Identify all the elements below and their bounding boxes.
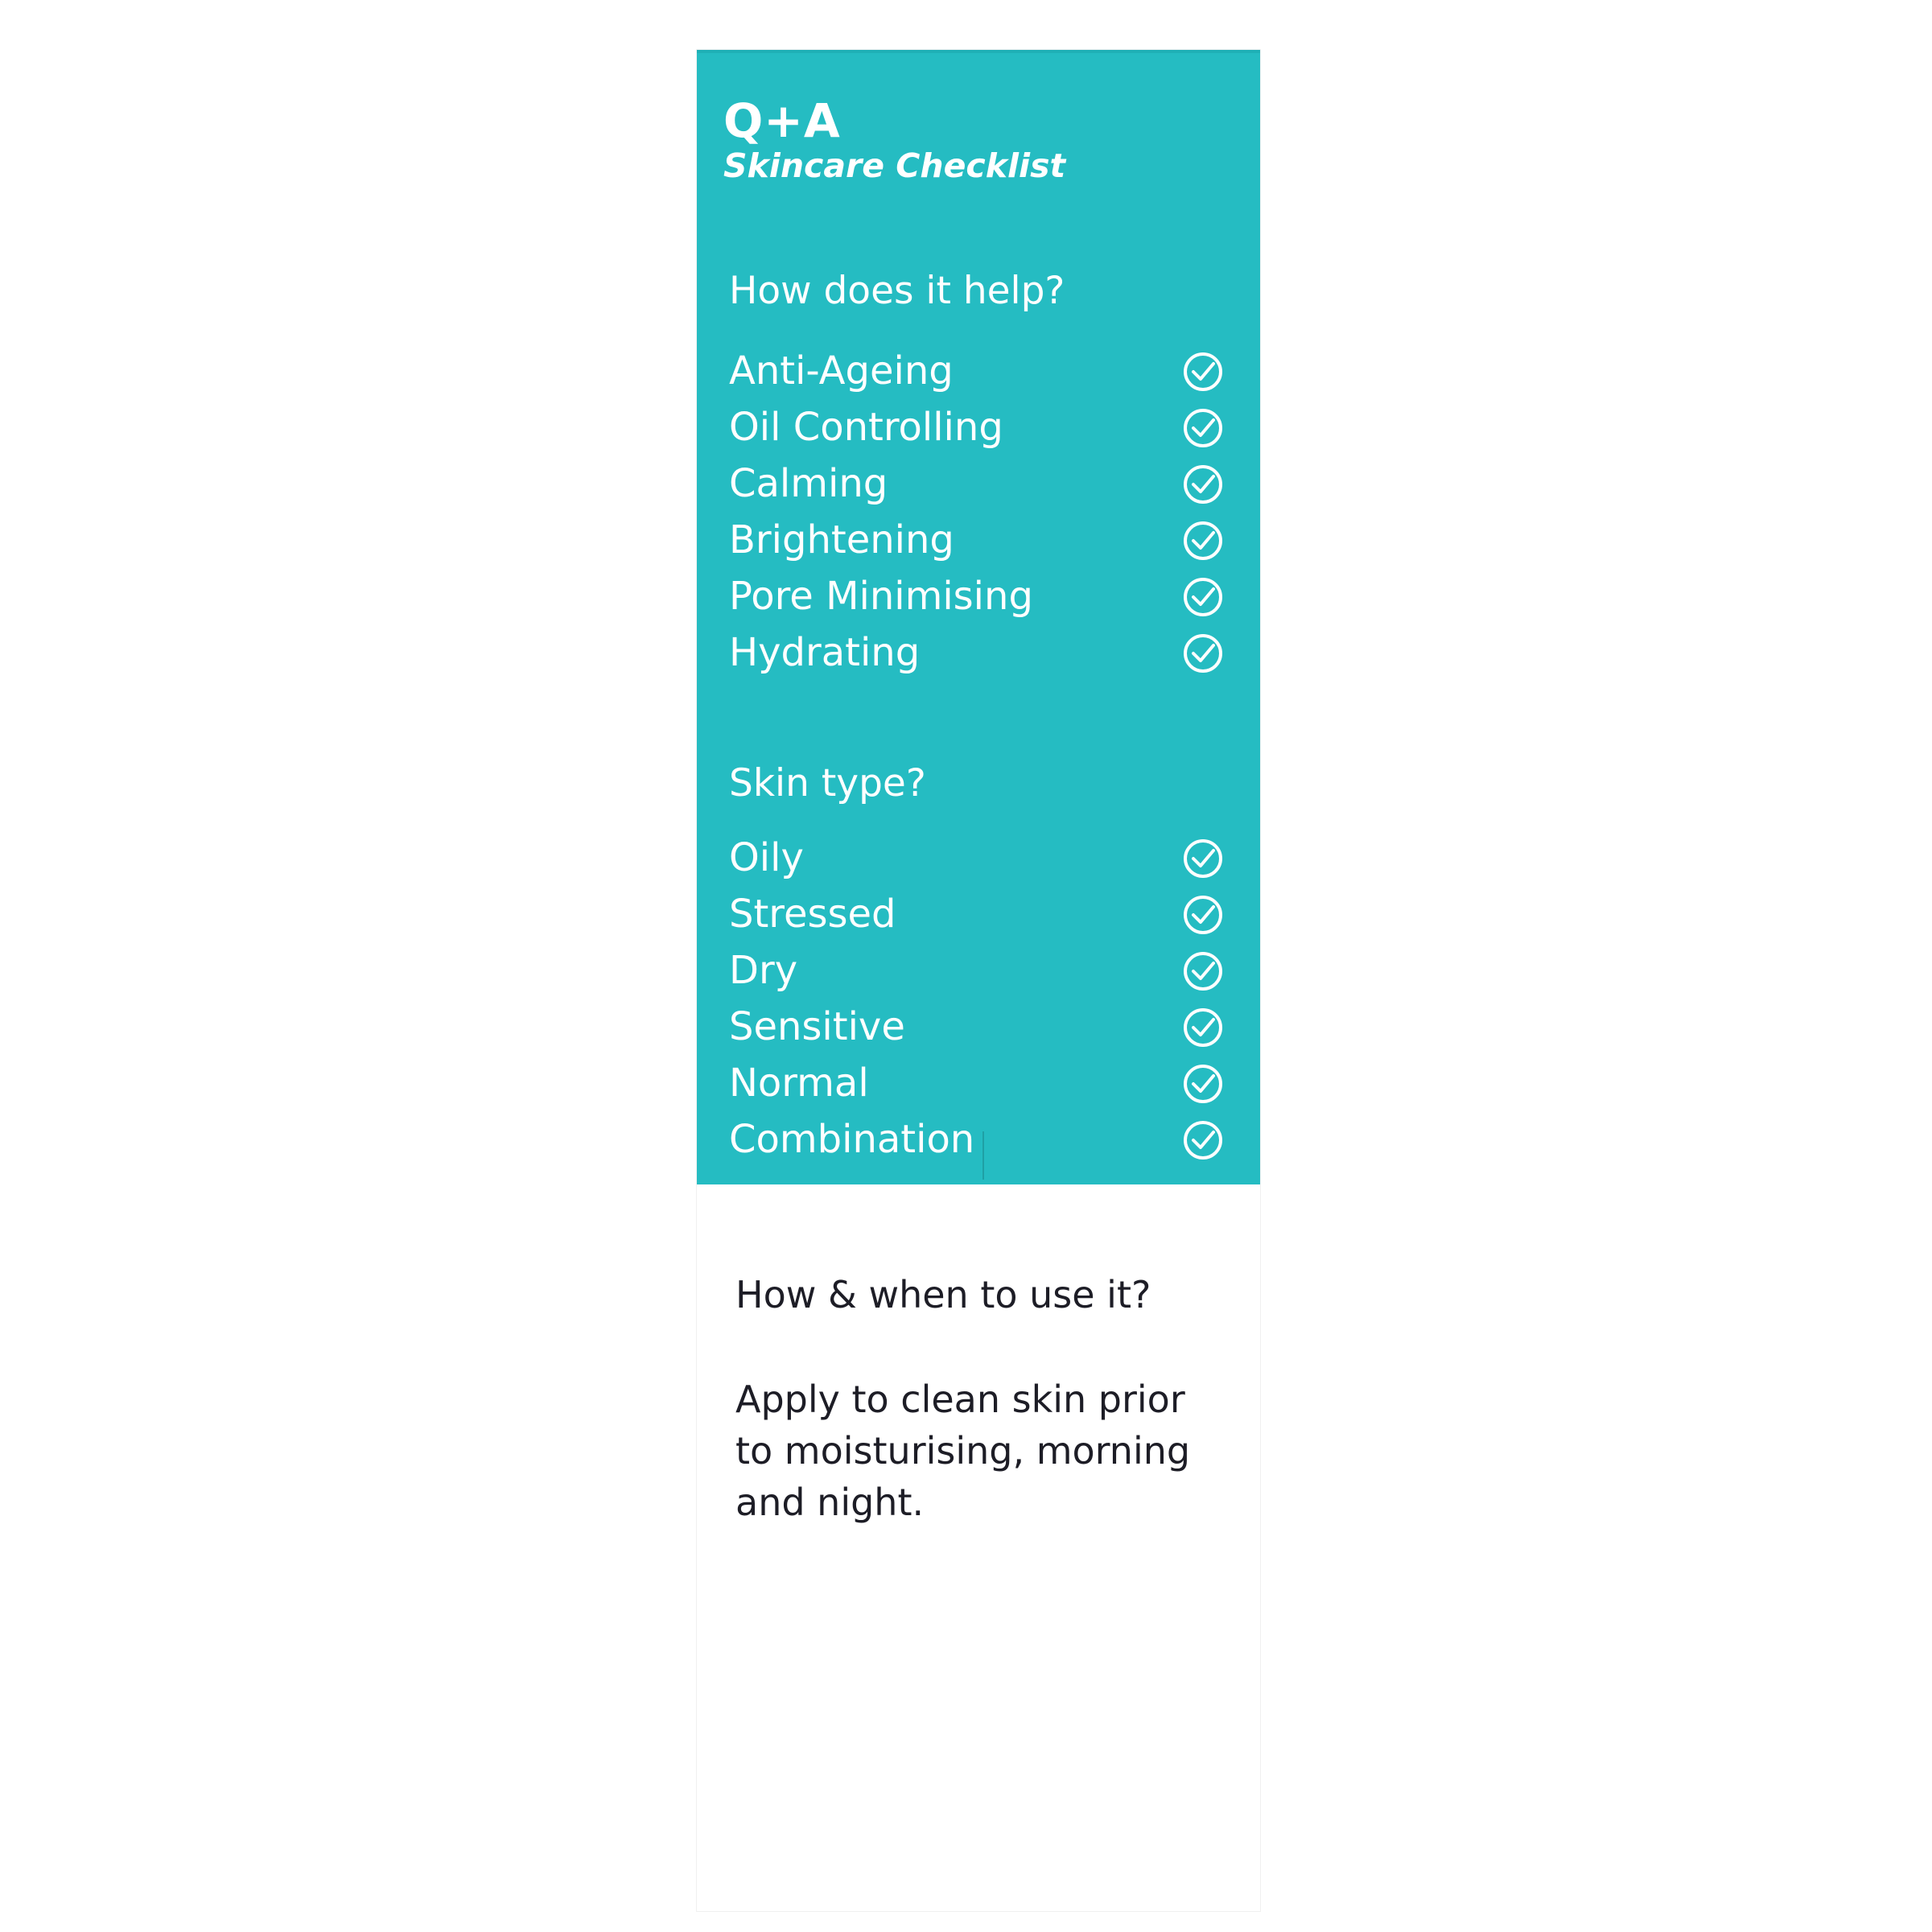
- checklist-item: [729, 886, 1228, 942]
- checklist-item: [729, 999, 1228, 1055]
- checklist-item: [729, 343, 1228, 399]
- checklist-item: [729, 1055, 1228, 1111]
- benefits-heading: How does it help?: [729, 269, 1065, 313]
- checklist-item-label: Anti-Ageing: [729, 348, 954, 393]
- checklist-item: [729, 455, 1228, 512]
- usage-panel: [697, 1184, 1260, 1911]
- checklist-item: [729, 568, 1228, 624]
- usage-line: Apply to clean skin prior: [735, 1378, 1185, 1421]
- check-circle-icon: [1182, 407, 1224, 449]
- checklist-item: [729, 512, 1228, 568]
- product-box-side-panel: [697, 50, 1260, 1911]
- checklist-item: [729, 1111, 1228, 1168]
- checklist-item-label: Oily: [729, 835, 804, 880]
- check-circle-icon: [1182, 351, 1224, 393]
- check-circle-icon: [1182, 838, 1224, 879]
- usage-heading: How & when to use it?: [735, 1273, 1151, 1316]
- skin-type-list: [729, 830, 1228, 1168]
- checklist-item-label: Stressed: [729, 892, 896, 937]
- checklist-title: Skincare Checklist: [723, 146, 1066, 185]
- checklist-item: [729, 624, 1228, 681]
- box-scuff-mark: [982, 1131, 984, 1180]
- checklist-item-label: Pore Minimising: [729, 574, 1033, 619]
- check-circle-icon: [1182, 463, 1224, 505]
- checklist-item: [729, 942, 1228, 999]
- brand-logo: Q+A: [723, 93, 841, 148]
- checklist-item-label: Normal: [729, 1061, 869, 1106]
- check-circle-icon: [1182, 950, 1224, 992]
- check-circle-icon: [1182, 1007, 1224, 1048]
- checklist-item-label: Oil Controlling: [729, 405, 1003, 450]
- usage-instructions: [735, 1374, 1250, 1528]
- checklist-item-label: Dry: [729, 948, 798, 993]
- checklist-item: [729, 830, 1228, 886]
- usage-line: to moisturising, morning: [735, 1429, 1191, 1473]
- checklist-item: [729, 399, 1228, 455]
- skin-type-heading: Skin type?: [729, 761, 926, 805]
- check-circle-icon: [1182, 520, 1224, 562]
- check-circle-icon: [1182, 632, 1224, 674]
- check-circle-icon: [1182, 894, 1224, 936]
- check-circle-icon: [1182, 1063, 1224, 1105]
- checklist-panel: [697, 50, 1260, 1184]
- checklist-item-label: Brightening: [729, 517, 954, 562]
- check-circle-icon: [1182, 576, 1224, 618]
- checklist-item-label: Calming: [729, 461, 888, 506]
- checklist-item-label: Sensitive: [729, 1004, 905, 1049]
- check-circle-icon: [1182, 1119, 1224, 1161]
- benefits-list: [729, 343, 1228, 681]
- usage-line: and night.: [735, 1481, 925, 1524]
- checklist-item-label: Hydrating: [729, 630, 921, 675]
- checklist-item-label: Combination: [729, 1117, 975, 1162]
